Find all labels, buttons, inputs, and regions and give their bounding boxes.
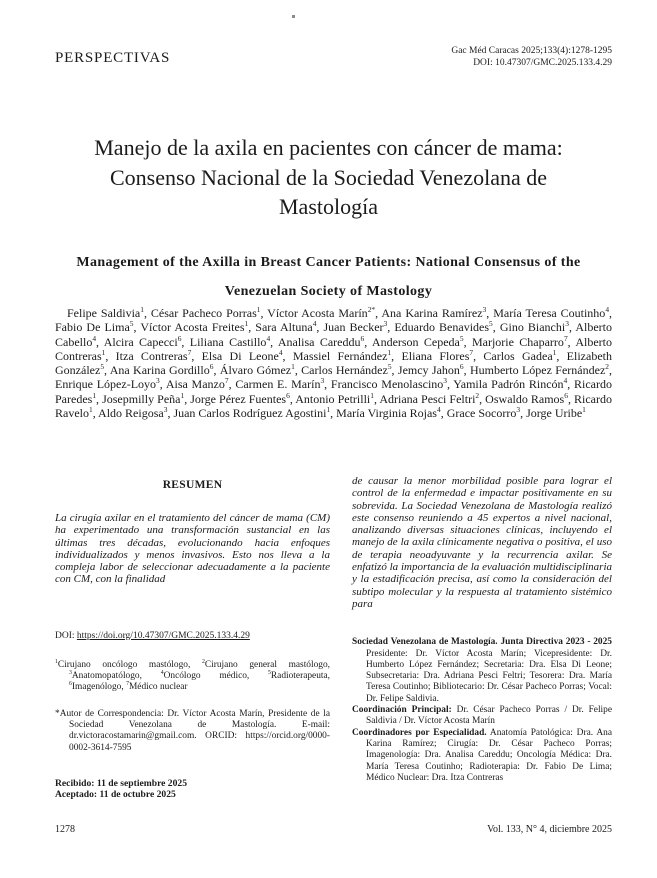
received-date: Recibido: 11 de septiembre 2025 xyxy=(55,777,187,789)
doi-line xyxy=(55,631,330,641)
correspondence-email[interactable]: dr.victoracostamarin@gmail.com xyxy=(69,731,195,742)
journal-doi: DOI: 10.47307/GMC.2025.133.4.29 xyxy=(473,57,612,68)
manuscript-dates xyxy=(55,778,330,801)
orcid-link[interactable]: https://orcid.org/0000-0002-3614-7595 xyxy=(69,731,330,753)
society-board-lead: Sociedad Venezolana de Mastología. Junta Directiva 2023 - 2025 xyxy=(352,637,612,648)
journal-info xyxy=(451,46,612,69)
accepted-date: Aceptado: 11 de octubre 2025 xyxy=(55,789,176,801)
right-column xyxy=(352,472,612,801)
footer-page-number: 1278 xyxy=(55,824,75,835)
abstract-text-left: La cirugía axilar en el tratamiento del cáncer de mama (CM) ha experimentado una transformación sustancial en las últimas tres décadas, evolucionando hacia enfoques individualizados y menos invasivos. Esto nos lleva a la compleja labor de seleccionar adecuadamente a la paciente con CM, con la finalidad xyxy=(55,512,330,586)
coordinators-text: Anatomía Patológica: Dra. Ana Karina Ramírez; Cirugía: Dr. César Pacheco Porras; Imagenología: Dra. Analisa Careddu; Oncología Médica: Dra. María Teresa Coutinho; Radioterapia: Dr. Fabio De Lima; Médico Nuclear: Dra. Itza Contreras xyxy=(366,727,612,783)
doi-label: DOI: xyxy=(55,630,77,641)
journal-citation: Gac Méd Caracas 2025;133(4):1278-1295 xyxy=(451,46,612,56)
doi-link[interactable]: https://doi.org/10.47307/GMC.2025.133.4.29 xyxy=(76,630,250,641)
coordination-lead: Coordinación Principal: xyxy=(352,705,452,716)
correspondence-text: *Autor de Correspondencia: Dr. Víctor Acosta Marín, Presidente de la Sociedad Venezolana de Mastología. E-mail: xyxy=(55,708,330,730)
correspondence-orcid-label: . ORCID: xyxy=(194,731,246,742)
page-top-mark xyxy=(292,15,295,18)
coordination-note xyxy=(352,705,612,728)
two-column-body xyxy=(55,472,612,801)
correspondence-note xyxy=(55,709,330,754)
article-title-english: Management of the Axilla in Breast Cancer Patients: National Consensus of the Venezuelan Society of Mastology xyxy=(76,255,581,299)
footer-issue-info: Vol. 133, N° 4, diciembre 2025 xyxy=(487,824,612,835)
society-board-note xyxy=(352,637,612,705)
abstract-text-right: de causar la menor morbilidad posible para lograr el control de la enfermedad e impactar positivamente en su sobrevida. La Sociedad Venezolana de Mastología realizó este consenso reuniendo a 45 expertos a nivel nacional, analizando diversas situaciones clínicas, incluyendo el manejo de la axila clínicamente negativa o positiva, el uso de terapia neoadyuvante y la recurrencia axilar. Se enfatizó la importancia de la evaluación multidisciplinaria y la estadificación precisa, así como la consideración del subtipo molecular y la respuesta al tratamiento sistémico para xyxy=(352,475,612,610)
coordinators-lead: Coordinadores por Especialidad. xyxy=(352,727,487,738)
article-title-spanish: Manejo de la axila en pacientes con cáncer de mama: Consenso Nacional de la Sociedad Venezolana de Mastología xyxy=(94,135,563,219)
page-header xyxy=(55,46,612,69)
abstract-heading: RESUMEN xyxy=(162,479,223,491)
page-footer xyxy=(55,824,612,835)
coordination-text: Dr. César Pacheco Porras / Dr. Felipe Saldivia / Dr. Víctor Acosta Marín xyxy=(366,705,612,727)
author-list: Felipe Saldivia$^1$, César Pacheco Porras$^1$, Víctor Acosta Marín$^{2*}$, Ana Karina Ramírez$^3$, María Teresa Coutinho$^4$, Fabio De Lima$^5$, Víctor Acosta Freites$^1$, Sara Altuna$^4$, Juan Becker$^3$, Eduardo Benavides$^5$, Gino Bianchi$^3$, Alberto Cabello$^4$, Alcira Capecci$^6$, Liliana Castillo$^4$, Analisa Careddu$^6$, Anderson Cepeda$^5$, Marjorie Chaparro$^7$, Alberto Contreras$^1$, Itza Contreras$^7$, Elsa Di Leone$^4$, Massiel Fernández$^1$, Eliana Flores$^7$, Carlos Gadea$^1$, Elizabeth González$^5$, Ana Karina Gordillo$^6$, Álvaro Gómez$^1$, Carlos Hernández$^5$, Jemcy Jahon$^6$, Humberto López Fernández$^2$, Enrique López-Loyo$^3$, Aisa Manzo$^7$, Carmen E. Marín$^3$, Francisco Menolascino$^3$, Yamila Padrón Rincón$^4$, Ricardo Paredes$^1$, Josepmilly Peña$^1$, Jorge Pérez Fuentes$^6$, Antonio Petrilli$^1$, Adriana Pesci Feltri$^2$, Oswaldo Ramos$^6$, Ricardo Ravelo$^1$, Aldo Reigosa$^3$, Juan Carlos Rodríguez Agostini$^1$, María Virginia Rojas$^4$, Grace Socorro$^3$, Jorge Uribe$^1$ xyxy=(55,305,613,421)
coordinators-note xyxy=(352,728,612,784)
society-board-text: Presidente: Dr. Víctor Acosta Marín; Vicepresidente: Dr. Humberto López Fernández; Secretaria: Dra. Elsa Di Leone; Subsecretaria: Dra. Adriana Pesci Feltri; Tesorera: Dra. María Teresa Coutinho; Bibliotecario: Dr. César Pacheco Porras; Vocal: Dr. Felipe Saldivia. xyxy=(366,648,612,704)
left-column xyxy=(55,472,330,801)
society-info xyxy=(352,637,612,784)
affiliations-note: $^1$Cirujano oncólogo mastólogo, $^2$Cirujano general mastólogo, $^3$Anatomopatólogo, $^4$Oncólogo médico, $^5$Radioterapeuta, $^6$Imagenólogo, $^7$Médico nuclear xyxy=(55,658,330,693)
section-label: PERSPECTIVAS xyxy=(55,50,171,66)
